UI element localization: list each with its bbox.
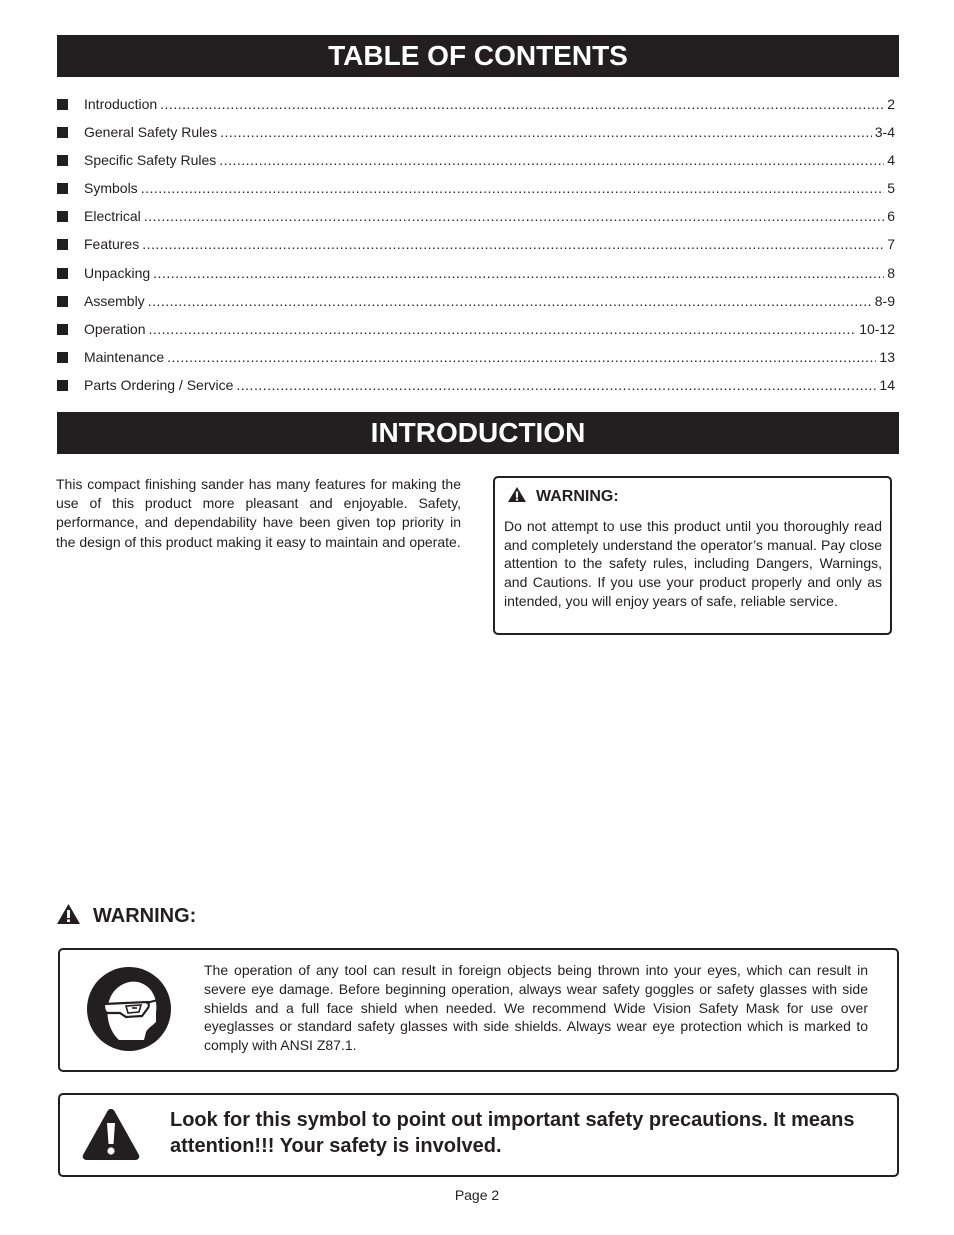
warning-heading-label: WARNING:	[536, 488, 619, 505]
bullet-square-icon	[57, 352, 68, 363]
toc-entry-page: 10-12	[859, 320, 895, 337]
safety-alert-text: Look for this symbol to point out important safety precautions. It means attention!!! Your safety is involved.	[170, 1109, 855, 1157]
bullet-square-icon	[57, 324, 68, 335]
eye-warning-heading-label: WARNING:	[93, 905, 197, 927]
toc-entry-label: Operation	[84, 320, 146, 337]
toc-entry-label: Parts Ordering / Service	[84, 376, 234, 393]
bullet-square-icon	[57, 268, 68, 279]
toc-entry-label: Introduction	[84, 96, 158, 112]
toc-entry-label: Features	[84, 236, 140, 253]
toc-title: TABLE OF CONTENTS	[57, 35, 899, 77]
toc-entry-page: 3-4	[874, 124, 895, 141]
toc-leader-dots	[167, 348, 876, 366]
toc-entry-label: General Safety Rules	[84, 124, 218, 141]
warning-box	[493, 476, 892, 635]
toc-entry	[57, 376, 895, 404]
bullet-square-icon	[57, 211, 68, 222]
warning-triangle-icon	[56, 903, 81, 930]
page-number: Page 2	[454, 1187, 500, 1203]
introduction-body: This compact finishing sander has many features for making the use of this product more pleasant and enjoyable. Safety, performance, and dependability have been given top priority in the design of this product making it easy to maintain and operate.	[56, 476, 461, 550]
toc-leader-dots	[148, 320, 856, 338]
toc-entry-label: Specific Safety Rules	[84, 152, 217, 169]
toc-entry	[57, 95, 895, 123]
toc-entry	[57, 123, 895, 151]
toc-entry-label: Maintenance	[84, 348, 165, 365]
toc-entry	[57, 348, 895, 376]
toc-entry	[57, 320, 895, 348]
toc-entry	[57, 179, 895, 207]
toc-entry-page: 6	[887, 208, 895, 225]
table-of-contents	[57, 95, 895, 404]
safety-alert-triangle-icon	[80, 1106, 142, 1167]
toc-leader-dots	[148, 292, 872, 310]
toc-leader-dots	[141, 179, 885, 197]
bullet-square-icon	[57, 239, 68, 250]
toc-entry	[57, 235, 895, 263]
toc-leader-dots	[153, 264, 884, 282]
toc-leader-dots	[220, 123, 872, 141]
toc-entry	[57, 264, 895, 292]
toc-entry-page: 13	[879, 348, 895, 365]
bullet-square-icon	[57, 155, 68, 166]
toc-entry-page: 14	[879, 376, 895, 393]
toc-entry-label: Electrical	[84, 208, 141, 225]
bullet-square-icon	[57, 183, 68, 194]
toc-entry-label: Symbols	[84, 180, 138, 197]
warning-body: Do not attempt to use this product until you thoroughly read and completely understand the operator’s manual. Pay close attention to the safety rules, including Dangers, Warnings, and Cautions. If you use your product properly and only as intended, you will enjoy years of safe, reliable service.	[504, 518, 882, 609]
toc-entry	[57, 207, 895, 235]
eye-protection-box	[58, 948, 899, 1072]
warning-triangle-icon	[507, 486, 527, 508]
bullet-square-icon	[57, 99, 68, 110]
introduction-title: INTRODUCTION	[57, 412, 899, 454]
eye-protection-body: The operation of any tool can result in foreign objects being thrown into your eyes, which can result in severe eye damage. Before beginning operation, always wear safety goggles or safety glasses with side shields and a full face shield when needed. We recommend Wide Vision Safety Mask for use over eyeglasses or standard safety glasses with side shields. Always wear eye protection which is marked to comply with ANSI Z87.1.	[204, 962, 868, 1054]
toc-entry-page: 8-9	[874, 292, 895, 309]
warning-heading	[507, 486, 619, 508]
eye-warning-heading	[56, 903, 196, 930]
toc-entry-label: Unpacking	[84, 264, 151, 281]
toc-entry-page: 4	[887, 152, 895, 169]
bullet-square-icon	[57, 296, 68, 307]
toc-entry-page: 7	[887, 236, 895, 253]
safety-glasses-icon	[86, 966, 172, 1057]
toc-leader-dots	[236, 376, 876, 394]
bullet-square-icon	[57, 380, 68, 391]
toc-entry-page: 5	[887, 180, 895, 197]
safety-alert-box	[58, 1093, 899, 1177]
toc-leader-dots	[219, 151, 884, 169]
toc-leader-dots	[160, 95, 884, 113]
toc-entry-page: 2	[887, 96, 895, 112]
toc-entry-label: Assembly	[84, 292, 145, 309]
toc-leader-dots	[144, 207, 884, 225]
bullet-square-icon	[57, 127, 68, 138]
toc-entry	[57, 151, 895, 179]
toc-entry	[57, 292, 895, 320]
toc-entry-page: 8	[887, 264, 895, 281]
toc-leader-dots	[142, 235, 884, 253]
